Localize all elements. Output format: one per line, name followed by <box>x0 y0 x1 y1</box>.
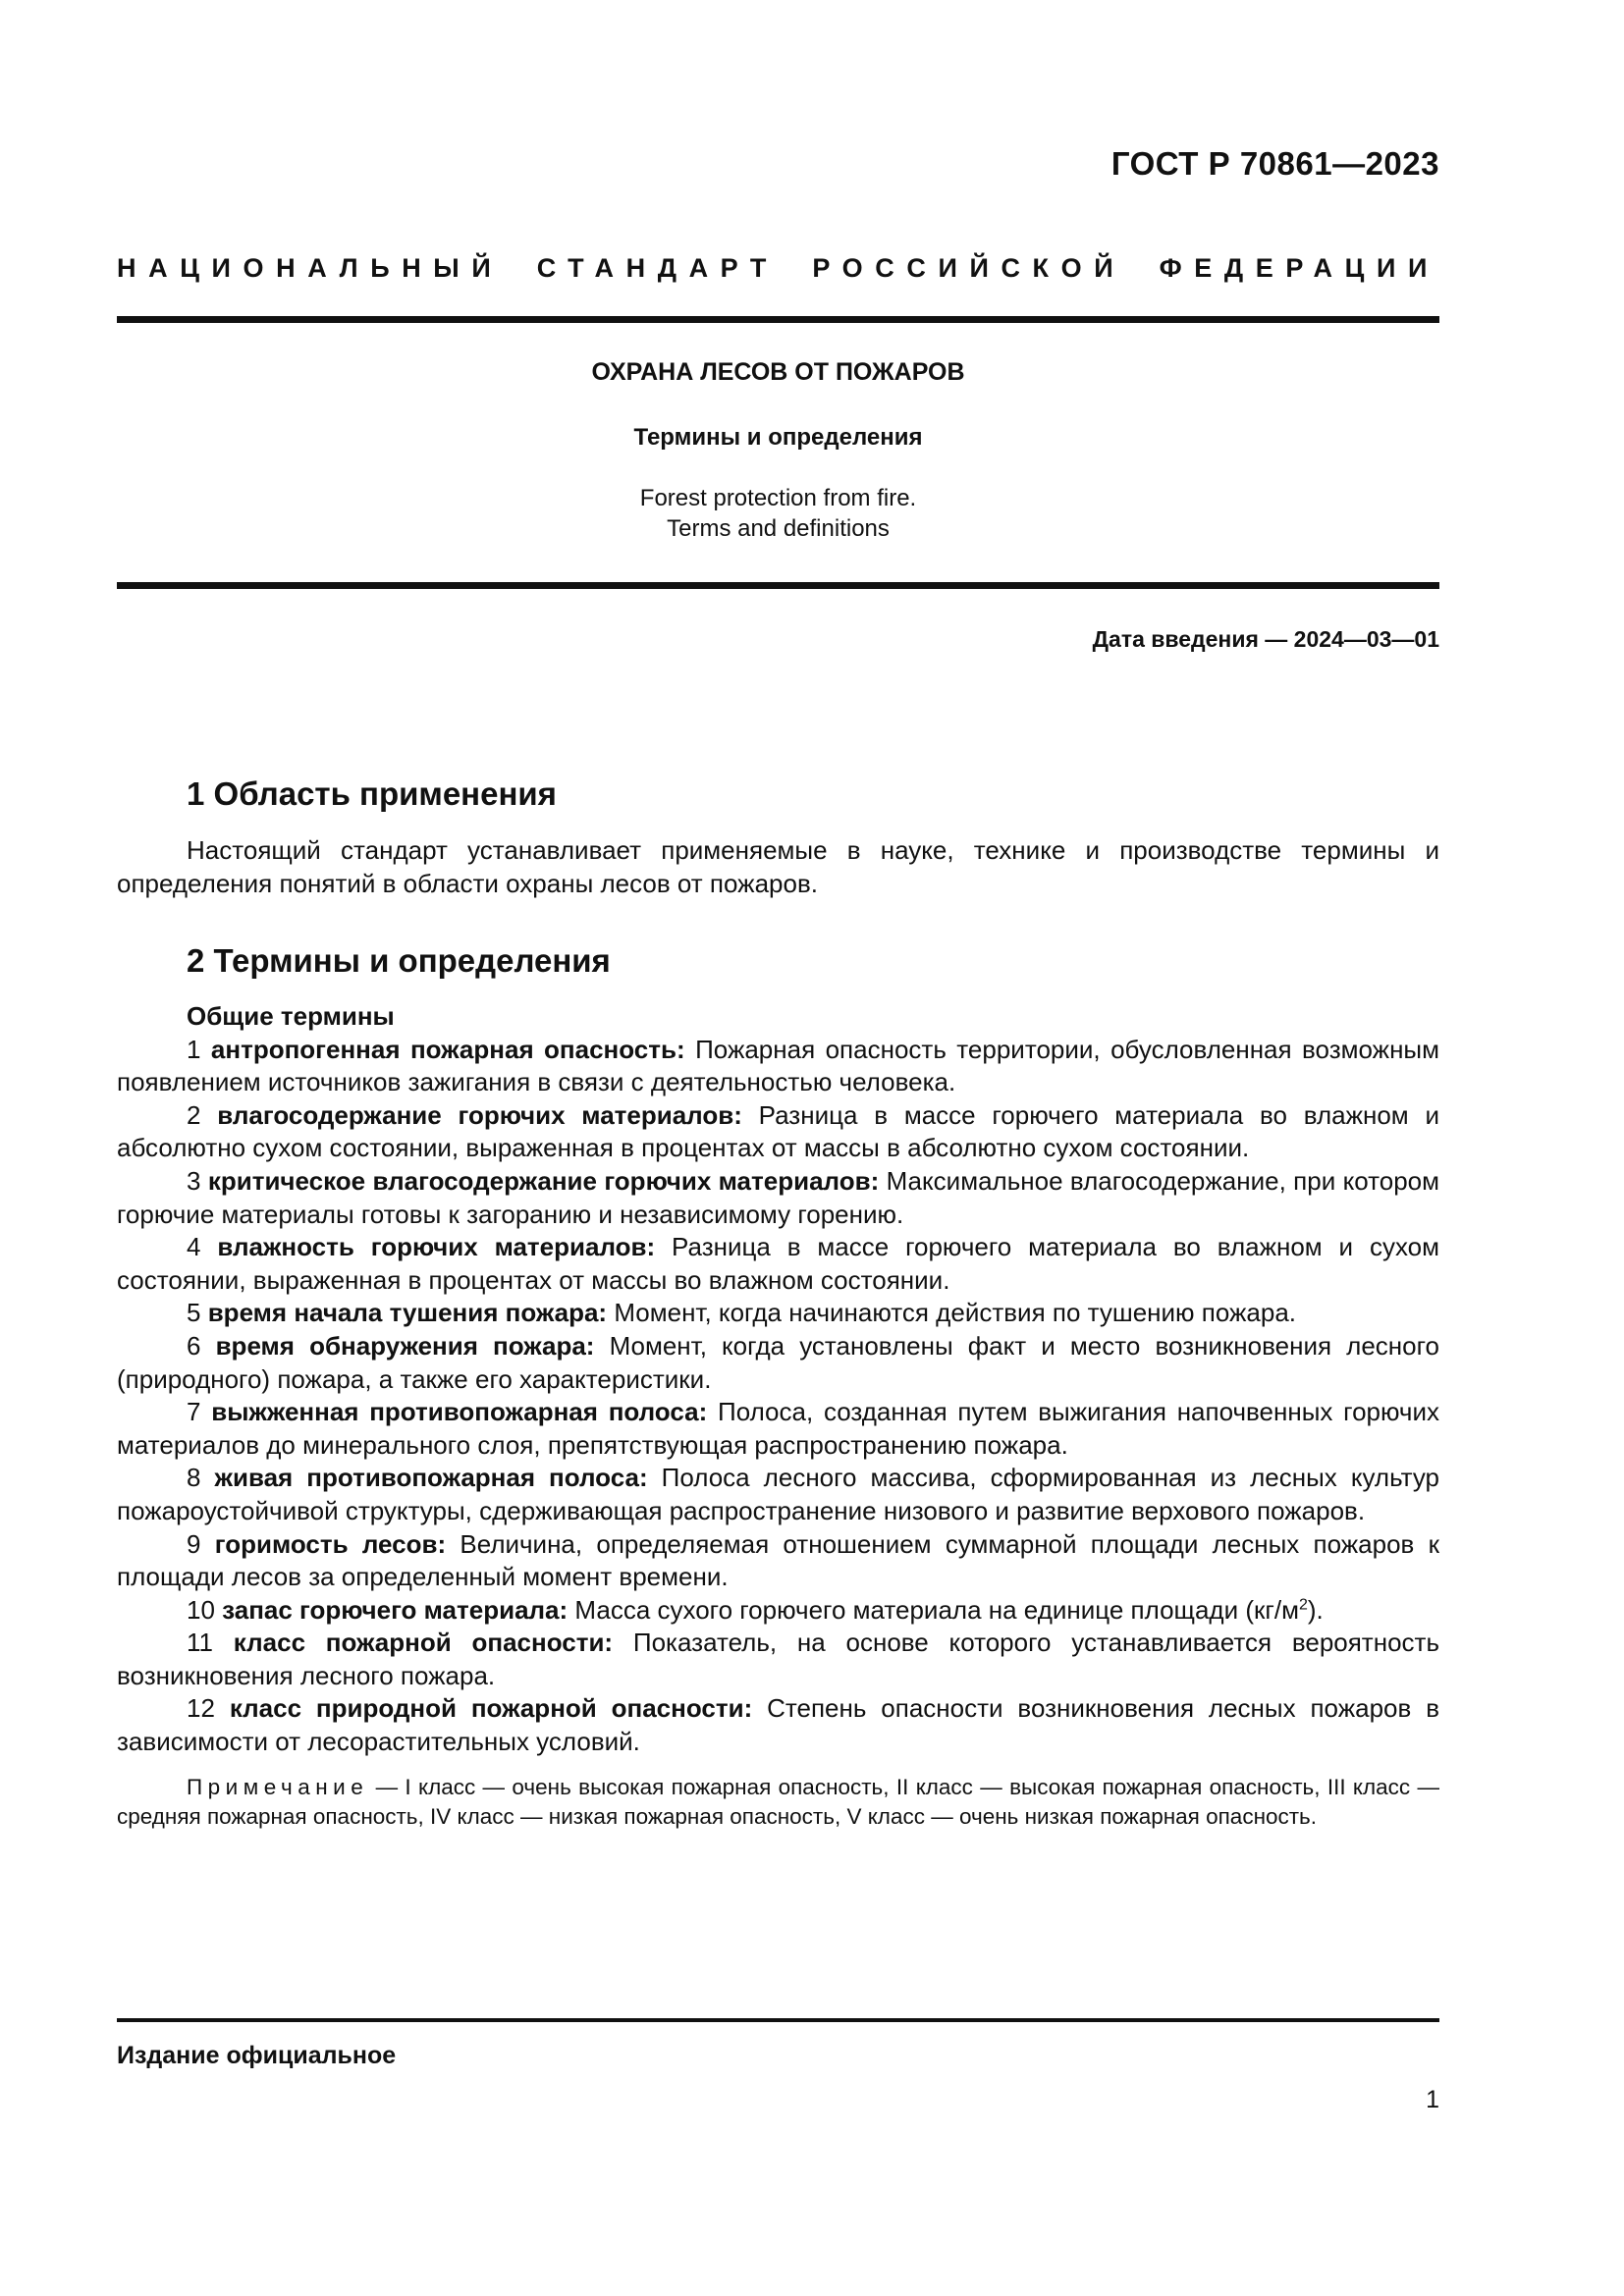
term-entry: 3 критическое влагосодержание горючих материалов: Максимальное влагосодержание, при котором горючие материалы готовы к загоранию и независимому горению. <box>117 1165 1439 1229</box>
term-entry: 5 время начала тушения пожара: Момент, когда начинаются действия по тушению пожара. <box>187 1298 1297 1328</box>
terms-list <box>117 1000 1439 1832</box>
page-number: 1 <box>1426 2086 1439 2113</box>
term-entry: 11 класс пожарной опасности: Показатель, на основе которого устанавливается вероятность возникновения лесного пожара. <box>117 1628 1439 1690</box>
term-entry: 6 время обнаружения пожара: Момент, когда установлены факт и место возникновения лесного (природного) пожара, а также его характеристики. <box>117 1330 1439 1394</box>
note-text: — I класс — очень высокая пожарная опасность, II класс — высокая пожарная опасность, III класс — средняя пожарная опасность, IV класс — низкая пожарная опасность, V класс — очень низкая пожарная опасность. <box>117 1774 1439 1829</box>
terms-subheading: Общие термины <box>187 1001 395 1031</box>
term-entry: 12 класс природной пожарной опасности: Степень опасности возникновения лесных пожаров в зависимости от лесорастительных условий. <box>117 1693 1440 1757</box>
english-title-line-2: Terms and definitions <box>667 515 890 542</box>
official-edition-label: Издание официальное <box>117 2042 397 2069</box>
term-entry: 4 влажность горючих материалов: Разница в массе горючего материала во влажном и сухом состоянии, выраженная в процентах от массы во влажном состоянии. <box>117 1232 1439 1295</box>
section-1-text: Настоящий стандарт устанавливает применяемые в науке, технике и производстве термины и определения понятий в области охраны лесов от пожаров. <box>117 835 1439 898</box>
term-entry: 10 запас горючего материала: Масса сухого горючего материала на единице площади $(кг/м^2)$. <box>187 1594 1324 1625</box>
term-entry: 7 выжженная противопожарная полоса: Полоса, созданная путем выжигания напочвенных горючих материалов до минерального слоя, препятствующая распространению пожара. <box>117 1397 1440 1460</box>
introduction-date: Дата введения — 2024—03—01 <box>1092 626 1439 652</box>
national-standard-heading: НАЦИОНАЛЬНЫЙ СТАНДАРТ РОССИЙСКОЙ ФЕДЕРАЦИИ <box>117 253 1439 283</box>
section-1-heading: 1 Область применения <box>187 775 557 812</box>
note-label: Примечание <box>187 1774 369 1799</box>
document-title: ОХРАНА ЛЕСОВ ОТ ПОЖАРОВ <box>591 358 965 386</box>
standard-code: ГОСТ Р 70861—2023 <box>1110 145 1439 182</box>
footer-divider <box>117 2018 1439 2022</box>
english-title <box>117 483 1439 544</box>
top-divider <box>117 316 1439 323</box>
term-entry: 9 горимость лесов: Величина, определяемая отношением суммарной площади лесных пожаров к площади лесов за определенный момент времени. <box>117 1528 1439 1592</box>
term-entry: 1 антропогенная пожарная опасность: Пожарная опасность территории, обусловленная возможным появлением источников зажигания в связи с деятельностью человека. <box>117 1034 1439 1097</box>
english-title-line-1: Forest protection from fire. <box>639 485 917 511</box>
term-entry: 2 влагосодержание горючих материалов: Разница в массе горючего материала во влажном и абсолютно сухом состоянии, выраженная в процентах от массы в абсолютно сухом состоянии. <box>117 1099 1439 1163</box>
title-divider <box>117 582 1439 589</box>
section-2-heading: 2 Термины и определения <box>187 942 611 979</box>
note <box>117 1773 1439 1832</box>
document-subtitle: Термины и определения <box>633 424 923 451</box>
term-entry: 8 живая противопожарная полоса: Полоса лесного массива, сформированная из лесных культур пожароустойчивой структуры, сдерживающая распространение низового и развитие верхового пожаров. <box>117 1463 1439 1525</box>
